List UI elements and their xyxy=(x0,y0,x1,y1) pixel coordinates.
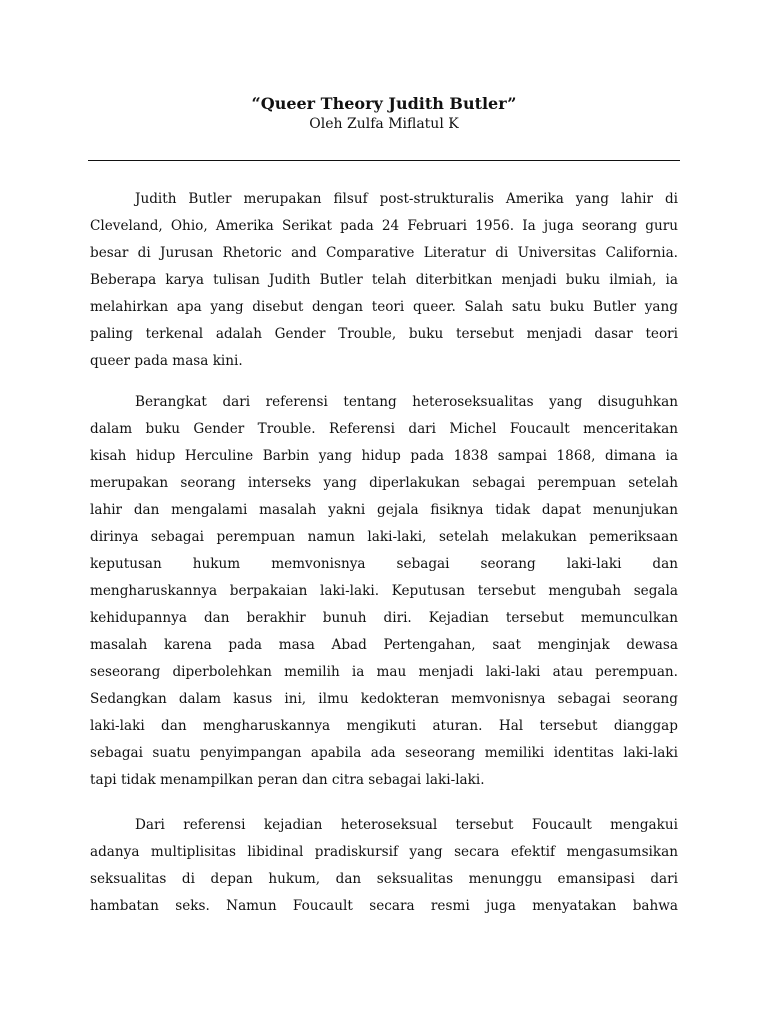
paragraph-line: merupakan seorang interseks yang diperlakukan sebagai perempuan setelah xyxy=(90,475,678,491)
paragraph-line: paling terkenal adalah Gender Trouble, buku tersebut menjadi dasar teori xyxy=(90,326,678,342)
paragraph-line: Cleveland, Ohio, Amerika Serikat pada 24 Februari 1956. Ia juga seorang guru xyxy=(90,218,678,234)
paragraph-line: kisah hidup Herculine Barbin yang hidup pada 1838 sampai 1868, dimana ia xyxy=(90,448,678,464)
document-title: “Queer Theory Judith Butler” xyxy=(251,94,517,113)
paragraph-line: Dari referensi kejadian heteroseksual tersebut Foucault mengakui xyxy=(135,817,678,833)
paragraph-line: seksualitas di depan hukum, dan seksualitas menunggu emansipasi dari xyxy=(90,871,678,887)
paragraph-2 xyxy=(90,389,678,794)
paragraph-line: mengharuskannya berpakaian laki-laki. Keputusan tersebut mengubah segala xyxy=(90,583,678,599)
paragraph-line: queer pada masa kini. xyxy=(90,353,243,369)
paragraph-line: Sedangkan dalam kasus ini, ilmu kedokteran memvonisnya sebagai seorang xyxy=(90,691,678,707)
paragraph-line: Beberapa karya tulisan Judith Butler telah diterbitkan menjadi buku ilmiah, ia xyxy=(90,272,678,288)
paragraph-line: seseorang diperbolehkan memilih ia mau menjadi laki-laki atau perempuan. xyxy=(90,664,678,680)
paragraph-1 xyxy=(90,186,678,375)
document-author: Oleh Zulfa Miflatul K xyxy=(309,116,459,132)
paragraph-line: lahir dan mengalami masalah yakni gejala fisiknya tidak dapat menunjukan xyxy=(90,502,678,518)
paragraph-line: laki-laki dan mengharuskannya mengikuti aturan. Hal tersebut dianggap xyxy=(90,718,678,734)
paragraph-line: masalah karena pada masa Abad Pertengahan, saat menginjak dewasa xyxy=(90,637,678,653)
paragraph-line: besar di Jurusan Rhetoric and Comparative Literatur di Universitas California. xyxy=(90,245,678,261)
paragraph-line: dirinya sebagai perempuan namun laki-laki, setelah melakukan pemeriksaan xyxy=(90,529,678,545)
paragraph-line: Judith Butler merupakan filsuf post-strukturalis Amerika yang lahir di xyxy=(135,191,678,207)
paragraph-line: tapi tidak menampilkan peran dan citra sebagai laki-laki. xyxy=(90,772,485,788)
paragraph-line: hambatan seks. Namun Foucault secara resmi juga menyatakan bahwa xyxy=(90,898,678,914)
paragraph-line: kehidupannya dan berakhir bunuh diri. Kejadian tersebut memunculkan xyxy=(90,610,678,626)
paragraph-line: sebagai suatu penyimpangan apabila ada seseorang memiliki identitas laki-laki xyxy=(90,745,678,761)
paragraph-line: melahirkan apa yang disebut dengan teori queer. Salah satu buku Butler yang xyxy=(90,299,678,315)
paragraph-line: Berangkat dari referensi tentang heteroseksualitas yang disuguhkan xyxy=(135,394,678,410)
paragraph-line: keputusan hukum memvonisnya sebagai seorang laki-laki dan xyxy=(90,556,678,572)
title-divider xyxy=(88,160,680,161)
paragraph-line: dalam buku Gender Trouble. Referensi dari Michel Foucault menceritakan xyxy=(90,421,678,437)
paragraph-3 xyxy=(90,812,678,920)
paragraph-line: adanya multiplisitas libidinal pradiskursif yang secara efektif mengasumsikan xyxy=(90,844,678,860)
